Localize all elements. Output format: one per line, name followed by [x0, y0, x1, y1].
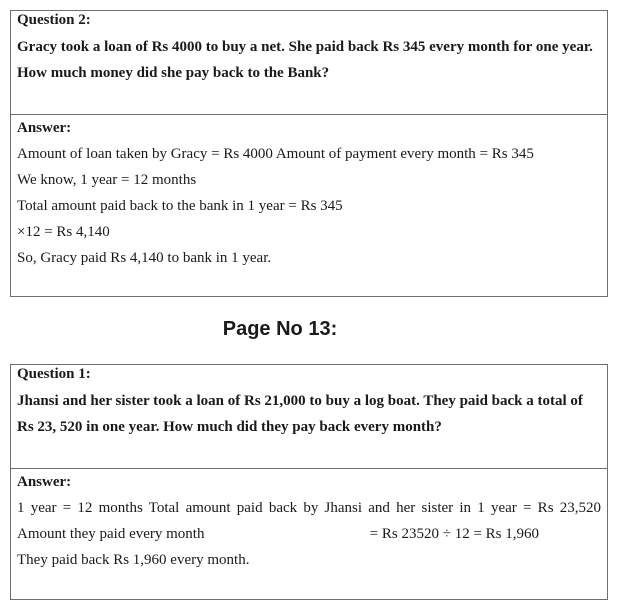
question-2-section: [11, 11, 607, 115]
answer-1-line: They paid back Rs 1,960 every month.: [17, 552, 250, 568]
answer-2-heading: Answer:: [17, 120, 72, 136]
answer-1-heading: Answer:: [17, 474, 72, 490]
answer-1-line-left: Amount they paid every month: [17, 526, 205, 542]
question-1-line: Jhansi and her sister took a loan of Rs 21,000 to buy a log boat. They paid back a total of: [17, 393, 583, 409]
answer-1-line: [17, 521, 601, 547]
question-2-box: [10, 10, 608, 297]
answer-2-line: ×12 = Rs 4,140: [17, 224, 110, 240]
question-1-box: [10, 364, 608, 600]
answer-1-line-right: = Rs 23520 ÷ 12 = Rs 1,960: [369, 526, 539, 542]
answer-2-line: Amount of loan taken by Gracy = Rs 4000 Amount of payment every month = Rs 345: [17, 146, 534, 162]
answer-2-line: We know, 1 year = 12 months: [17, 172, 197, 188]
question-1-line: Rs 23, 520 in one year. How much did they pay back every month?: [17, 419, 442, 435]
question-2-heading: Question 2:: [17, 12, 91, 28]
answer-1-line: 1 year = 12 months Total amount paid back by Jhansi and her sister in 1 year = Rs 23,520: [17, 500, 601, 516]
answer-2-line: So, Gracy paid Rs 4,140 to bank in 1 year.: [17, 250, 272, 266]
question-1-heading: Question 1:: [17, 366, 91, 382]
answer-2-line: Total amount paid back to the bank in 1 year = Rs 345: [17, 198, 343, 214]
page-title: Page No 13:: [222, 318, 338, 340]
answer-1-section: [11, 469, 607, 599]
answer-2-section: [11, 115, 607, 296]
question-1-section: [11, 365, 607, 469]
question-2-line: How much money did she pay back to the Bank?: [17, 65, 330, 81]
question-2-line: Gracy took a loan of Rs 4000 to buy a net. She paid back Rs 345 every month for one year.: [17, 39, 593, 55]
